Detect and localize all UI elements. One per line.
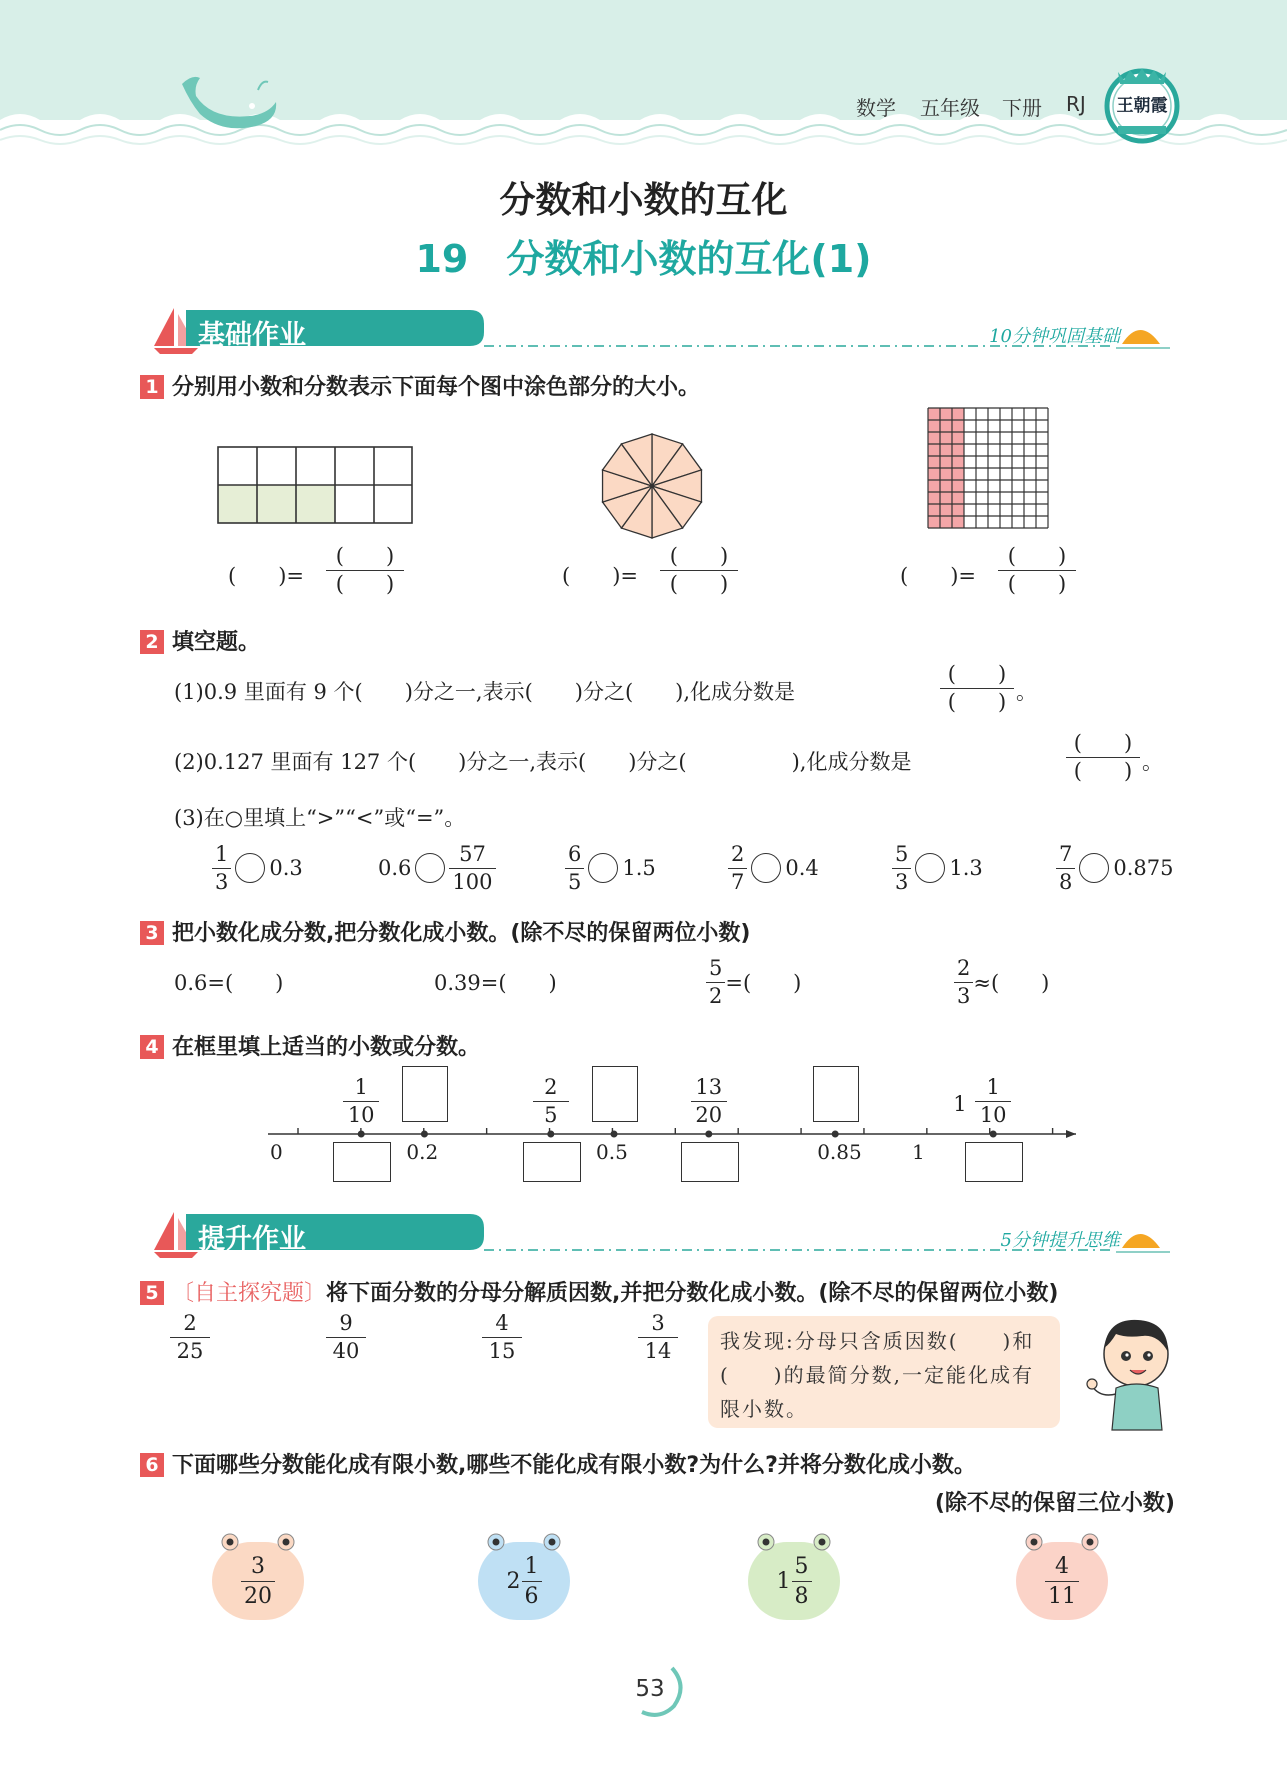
frog-fraction-bubble [212,1542,304,1620]
compare-circle-input[interactable] [1079,853,1109,883]
frog-fraction-bubble [478,1542,570,1620]
q1-answer-fraction-2 [660,543,738,598]
section-banner-advanced [140,1208,1178,1258]
compare-left-fraction-numerator: 1 [212,841,231,869]
brand-name: 王朝霞 [1116,96,1168,116]
arrow-right-icon [1066,1130,1076,1138]
section-note-basic: 10分钟巩固基础 [989,326,1120,347]
q6-fraction [1045,1552,1079,1611]
q1-answer-decimal-2: ( )= [562,564,638,588]
number-line-point [832,1131,839,1138]
q5-fraction-denominator: 25 [176,1339,204,1363]
q1-figure-rect [217,446,413,526]
number-line-fraction-numerator: 2 [533,1074,569,1102]
q5-text: 将下面分数的分母分解质因数,并把分数化成小数。(除不尽的保留两位小数) [326,1281,1059,1306]
discovery-text: 我发现:分母只含质因数( )和( )的最简分数,一定能化成有限小数。 [720,1329,1035,1421]
bubble-content [212,1548,304,1614]
q6-fraction-numerator: 1 [522,1552,542,1582]
q5-fraction-numerator: 9 [326,1310,366,1338]
compare-left-fraction-denominator: 7 [731,869,745,894]
q5-fraction-numerator: 3 [638,1310,678,1338]
q6-fraction-numerator: 3 [241,1552,275,1582]
compare-left-fraction-numerator: 7 [1056,841,1075,869]
number-line-label: 0.5 [596,1140,628,1164]
compare-right-value: 1.5 [622,856,656,880]
q4-text: 在框里填上适当的小数或分数。 [172,1035,481,1060]
number-line-fraction-denominator: 5 [544,1103,558,1127]
number-line-point [358,1131,365,1138]
q3-expression: 0.39=( ) [434,971,557,995]
q3-fraction [954,955,973,1010]
answer-box-above[interactable] [813,1066,859,1122]
compare-circle-input[interactable] [588,853,618,883]
compare-left-fraction [728,841,747,896]
number-line-fraction [691,1074,727,1129]
compare-item [378,838,496,898]
q2-header: 2 填空题。 [140,625,260,656]
compare-right-value: 1.3 [949,856,983,880]
q1-answer-decimal-3: ( )= [900,564,976,588]
q6-fraction [522,1552,542,1611]
q6-text: 下面哪些分数能化成有限小数,哪些不能化成有限小数?为什么?并将分数化成小数。 [172,1453,976,1478]
number-line-fraction [975,1074,1011,1129]
q5-fraction-denominator: 40 [332,1339,360,1363]
number-line-fraction-denominator: 10 [979,1103,1007,1127]
q1-header: 1 分别用小数和分数表示下面每个图中涂色部分的大小。 [140,370,700,401]
answer-box-below[interactable] [523,1142,581,1182]
compare-item [728,838,819,898]
number-line-fraction-denominator: 10 [347,1103,375,1127]
whale-icon [172,72,282,132]
q3-expression: 0.6=( ) [174,971,284,995]
q3-header: 3 把小数化成分数,把分数化成小数。(除不尽的保留两位小数) [140,916,750,947]
boy-illustration-icon [1086,1314,1178,1432]
compare-item [892,838,983,898]
q2-part3: (3)在○里填上“>”“<”或“=”。 [174,806,466,830]
q5-fraction-denominator: 15 [488,1339,516,1363]
compare-left-fraction [212,841,231,896]
mixed-whole: 1 [953,1092,967,1116]
answer-box-below[interactable] [333,1142,391,1182]
number-line-point [421,1131,428,1138]
q1-answer-fraction-3-denominator: ( ) [1007,572,1067,596]
q3-fraction-numerator: 5 [706,955,725,983]
q6-note: (除不尽的保留三位小数) [934,1491,1175,1516]
q5-fraction [326,1310,366,1365]
header-volume: 下册 [1002,96,1042,120]
header-edition: RJ [1066,92,1086,116]
q5-fraction-numerator: 4 [482,1310,522,1338]
compare-right-fraction [449,841,495,896]
q2-part1-fraction: ( ) ( ) [940,661,1014,716]
q6-fraction [241,1552,275,1611]
q1-text: 分别用小数和分数表示下面每个图中涂色部分的大小。 [172,375,701,400]
q3-fraction-numerator: 2 [954,955,973,983]
bubble-content [478,1548,570,1614]
number-line-label: 0.2 [406,1140,439,1164]
compare-circle-input[interactable] [235,853,265,883]
compare-left-fraction-numerator: 5 [892,841,911,869]
compare-circle-input[interactable] [915,853,945,883]
brand-logo [1102,64,1182,144]
compare-right-value: 0.3 [269,856,303,880]
q6-header: 6 下面哪些分数能化成有限小数,哪些不能化成有限小数?为什么?并将分数化成小数。 [140,1448,976,1479]
q2-text: 填空题。 [172,630,261,655]
frog-fraction-bubble [1016,1542,1108,1620]
compare-right-value: 0.875 [1113,856,1174,880]
answer-box-below[interactable] [965,1142,1023,1182]
page-number: 53 [635,1676,665,1702]
number-line-fraction [533,1074,569,1129]
q6-fraction-numerator: 5 [792,1552,812,1582]
number-line-point [705,1131,712,1138]
q1-figure-decagon [596,430,708,542]
answer-box-above[interactable] [402,1066,448,1122]
q6-fraction-denominator: 20 [244,1583,272,1609]
q5-fraction-denominator: 14 [644,1339,672,1363]
compare-left-fraction [892,841,911,896]
compare-left-fraction [565,841,584,896]
number-line-point [611,1131,618,1138]
q6-fraction-denominator: 11 [1048,1583,1076,1609]
page-title: 分数和小数的互化 [499,180,788,221]
q3-item [954,952,1049,1012]
q1-answer-fraction-3-numerator: ( ) [998,543,1076,571]
answer-box-above[interactable] [592,1066,638,1122]
q2-part1: (1)0.9 里面有 9 个( )分之一,表示( )分之( ),化成分数是 [174,680,796,704]
q6-fraction [792,1552,812,1611]
number-line-fraction [343,1074,379,1129]
q1-answer-fraction-3 [998,543,1076,598]
q1-figure-hundred-grid [927,407,1049,529]
number-line-label: 1 [912,1140,925,1164]
answer-box-below[interactable] [681,1142,739,1182]
q3-fraction [706,955,725,1010]
number-line-fraction-numerator: 1 [975,1074,1011,1102]
number-line-point [990,1131,997,1138]
number-line-label: 0.85 [817,1140,862,1164]
bubble-content [748,1548,840,1614]
q2-part2-fraction: ( ) ( ) [1066,730,1140,785]
q5-fraction-numerator: 2 [170,1310,210,1338]
compare-left-fraction-denominator: 8 [1059,869,1073,894]
compare-left-fraction-numerator: 2 [728,841,747,869]
q5-fraction [482,1310,522,1365]
q6-fraction-numerator: 4 [1045,1552,1079,1582]
number-line-point [547,1131,554,1138]
q3-expression-rest: ≈( ) [973,971,1050,995]
q3-text: 把小数化成分数,把分数化成小数。(除不尽的保留两位小数) [172,921,751,946]
number-line-fraction-denominator: 20 [695,1103,723,1127]
compare-left-value: 0.6 [378,856,412,880]
q5-fraction [638,1310,678,1365]
q1-answer-fraction-2-denominator: ( ) [669,572,729,596]
frog-fraction-bubble [748,1542,840,1620]
q1-answer-fraction-1 [326,543,404,598]
number-line-fraction-numerator: 13 [691,1074,727,1102]
header-subject: 数学 [856,96,896,120]
q6-fraction-denominator: 6 [524,1583,539,1609]
q2-part2-period: 。 [1142,750,1163,774]
compare-left-fraction [1056,841,1075,896]
lesson-title: 19 分数和小数的互化(1) [415,237,872,281]
q3-item [434,952,557,1012]
section-banner-basic [140,304,1178,354]
section-label-advanced: 提升作业 [198,1224,306,1255]
compare-left-fraction-numerator: 6 [565,841,584,869]
mixed-whole: 2 [506,1568,521,1594]
compare-item [565,838,656,898]
compare-right-value: 0.4 [785,856,819,880]
q3-fraction-denominator: 3 [957,983,971,1008]
q3-item [174,952,283,1012]
q1-answer-fraction-2-numerator: ( ) [660,543,738,571]
compare-right-fraction-numerator: 57 [449,841,495,869]
q3-fraction-denominator: 2 [709,983,723,1008]
compare-item [1056,838,1174,898]
compare-left-fraction-denominator: 3 [895,869,909,894]
bubble-content [1016,1548,1108,1614]
q1-answer-fraction-1-denominator: ( ) [335,572,395,596]
q2-part2: (2)0.127 里面有 127 个( )分之一,表示( )分之( ),化成分数是 [174,750,912,774]
compare-left-fraction-denominator: 3 [215,869,229,894]
compare-circle-input[interactable] [751,853,781,883]
q3-item [706,952,801,1012]
q1-answer-fraction-1-numerator: ( ) [326,543,404,571]
compare-item [212,838,303,898]
q5-tag: 〔自主探究题〕 [172,1281,327,1306]
number-line-label: 0 [270,1140,283,1164]
number-line-fraction-numerator: 1 [343,1074,379,1102]
compare-left-fraction-denominator: 5 [568,869,582,894]
q5-header: 5 〔自主探究题〕将下面分数的分母分解质因数,并把分数化成小数。(除不尽的保留两位小数) [140,1276,1059,1307]
compare-circle-input[interactable] [415,853,445,883]
section-label-basic: 基础作业 [198,320,306,351]
q1-answer-decimal-1: ( )= [228,564,304,588]
q3-expression-rest: =( ) [725,971,802,995]
section-note-advanced: 5分钟提升思维 [1000,1230,1120,1251]
q6-fraction-denominator: 8 [794,1583,809,1609]
q2-part1-period: 。 [1016,680,1037,704]
mixed-whole: 1 [776,1568,791,1594]
compare-right-fraction-denominator: 100 [452,869,493,894]
discovery-box [708,1316,1060,1428]
header-grade: 五年级 [920,96,980,120]
q4-header: 4 在框里填上适当的小数或分数。 [140,1030,480,1061]
q5-fraction [170,1310,210,1365]
